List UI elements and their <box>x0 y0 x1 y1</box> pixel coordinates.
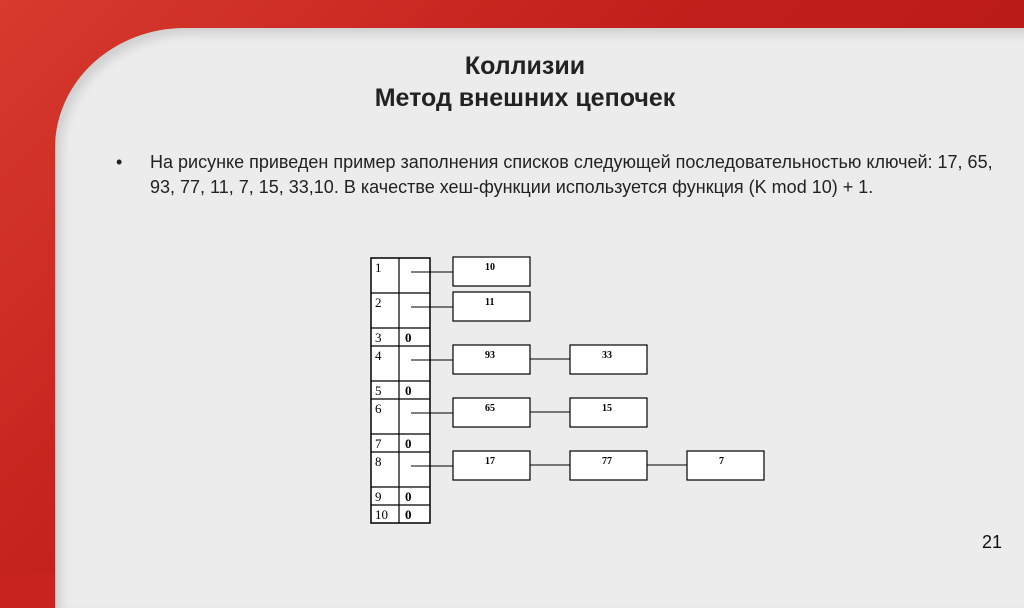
hash-table-index: 9 <box>375 489 382 504</box>
hash-table-value: 0 <box>405 330 412 345</box>
chain-node-key: 15 <box>602 403 612 414</box>
hash-table-index: 3 <box>375 330 382 345</box>
hash-table-index: 4 <box>375 348 382 363</box>
chain-node-box <box>687 451 764 480</box>
chain-node-key: 93 <box>485 350 495 361</box>
bullet-dot: • <box>116 152 123 172</box>
chain-node-key: 10 <box>485 262 495 273</box>
chain-node-key: 77 <box>602 456 612 467</box>
hash-table-index: 10 <box>375 507 388 522</box>
title-line-2: Метод внешних цепочек <box>374 84 676 112</box>
hash-table-index: 6 <box>375 401 382 416</box>
hash-table-index: 7 <box>375 436 382 451</box>
bullet-text: На рисунке приведен пример заполнения списков следующей последовательностью ключей: 17, 65, 93, 77, 11, 7, 15, 33,10. В качестве хеш-функции используется функция (K mod 10) + 1. <box>150 152 993 197</box>
chain-node-key: 11 <box>485 297 495 308</box>
hash-table-value: 0 <box>405 507 412 522</box>
hash-table-index: 8 <box>375 454 382 469</box>
hash-table-value: 0 <box>405 489 412 504</box>
hash-table-index: 2 <box>375 295 382 310</box>
page-number: 21 <box>982 532 1003 552</box>
hash-table-value: 0 <box>405 436 412 451</box>
chain-node-key: 17 <box>485 456 495 467</box>
title-line-1: Коллизии <box>464 52 586 80</box>
chain-node-key: 65 <box>485 403 495 414</box>
chain-node-key: 33 <box>602 350 612 361</box>
hash-table-index: 1 <box>375 260 382 275</box>
chain-node-key: 7 <box>719 456 724 467</box>
hash-table-index: 5 <box>375 383 382 398</box>
hash-table-value: 0 <box>405 383 412 398</box>
